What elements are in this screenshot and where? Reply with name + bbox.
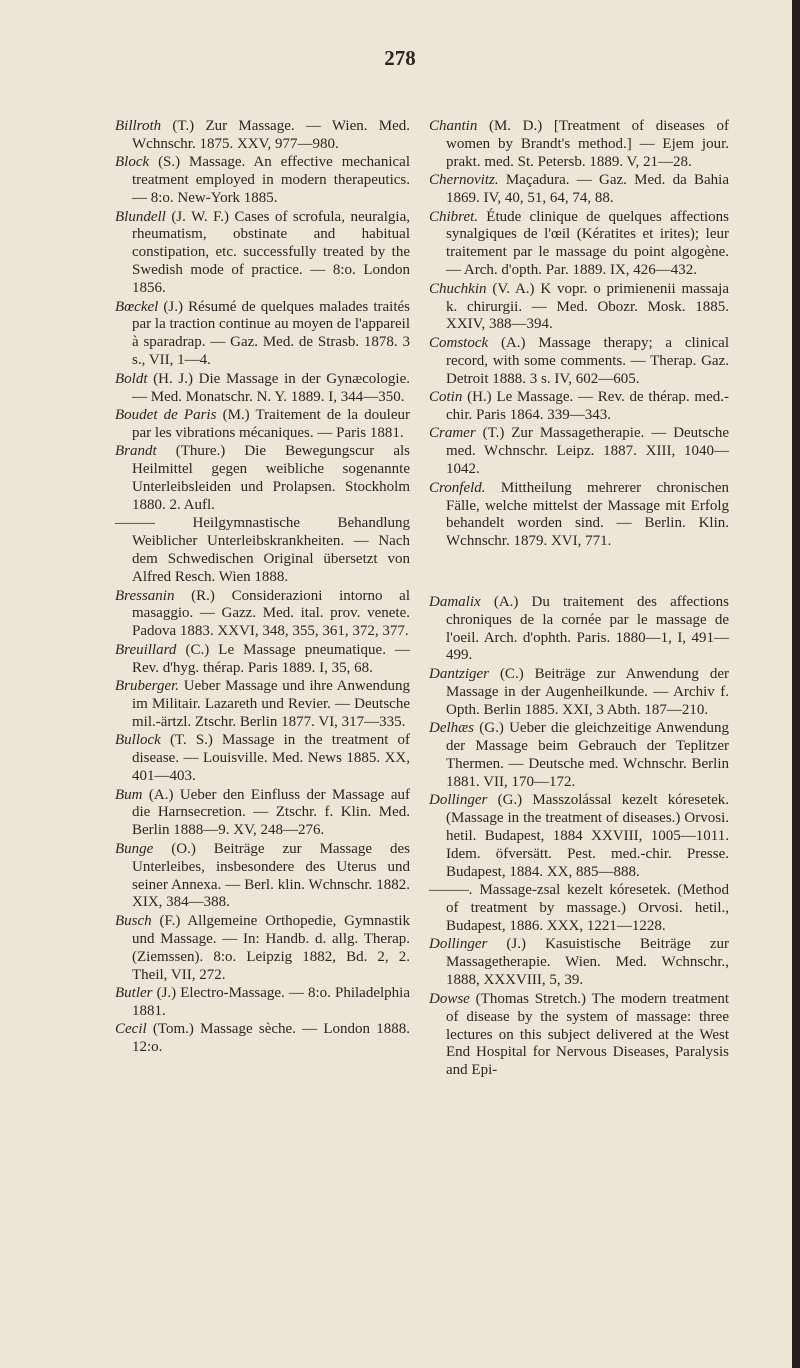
entry-text: (R.) Considerazioni intorno al masaggio. — Gazz. Med. ital. prov. venete. Padova 1883. XXVI, 348, 355, 361, 372, 377. — [132, 587, 411, 640]
entry-author: Cronfeld. — [429, 479, 486, 496]
page-number: 278 — [384, 46, 416, 70]
left-column — [115, 118, 410, 1058]
bibliography-entry — [115, 841, 410, 913]
entry-author: Cecil — [115, 1021, 147, 1038]
entry-author: Dollinger — [429, 936, 488, 953]
bibliography-entry — [429, 936, 729, 990]
bibliography-entry — [115, 515, 410, 587]
book-spine-edge — [792, 0, 800, 1368]
entry-text: (Tom.) Massage sèche. — London 1888. 12:o. — [132, 1021, 411, 1056]
entry-text: (H.) Le Massage. — Rev. de thérap. med.-chir. Paris 1864. 339—343. — [446, 389, 729, 423]
bibliography-entry — [115, 642, 410, 678]
entry-author: Block — [115, 154, 150, 171]
entry-text: (F.) Allgemeine Orthopedie, Gymnastik und Massage. — In: Handb. d. allg. Therap. (Ziemssen). 8:o. Leipzig 1882, Bd. 2, 2. Theil, VII, 272. — [132, 912, 410, 983]
entry-text: (M.) Traitement de la douleur par les vibrations mécaniques. — Paris 1881. — [132, 407, 411, 441]
entry-author: Billroth — [115, 118, 162, 134]
entry-text: (J.) Electro-Massage. — 8:o. Philadelphia 1881. — [132, 985, 410, 1019]
bibliography-entry — [115, 299, 410, 371]
bibliography-entry — [429, 882, 729, 936]
entry-author: Chuchkin — [429, 280, 487, 297]
entry-text: (J. W. F.) Cases of scrofula, neuralgia, rheumatism, obstinate and habitual constipation, etc. successfully treated by the Swedish mode of practice. — 8:o. London 1856. — [132, 208, 410, 297]
entry-text: (T.) Zur Massagetherapie. — Deutsche med. Wchnschr. Leipz. 1887. XIII, 1040—1042. — [446, 425, 729, 478]
bibliography-entry — [429, 172, 729, 208]
entry-author: Bullock — [115, 732, 161, 749]
bibliography-entry — [115, 118, 410, 154]
entry-author: Bruberger. — [115, 678, 180, 695]
entry-text: (M. D.) [Treatment of diseases of women by Brandt's method.] — Ejem jour. prakt. med. St. Petersb. 1889. V, 21—28. — [446, 118, 729, 170]
entry-text: (T. S.) Massage in the treatment of disease. — Louisville. Med. News 1885. XX, 401—403. — [132, 732, 411, 785]
right-column-top-block — [429, 118, 729, 551]
entry-author: Busch — [115, 912, 152, 929]
entry-author: Dollinger — [429, 792, 488, 809]
entry-text: (Thure.) Die Bewegungscur als Heilmittel gegen weibliche sogenannte Unterleibsleiden und Prolapsen. Stockholm 1880. 2. Aufl. — [132, 443, 410, 514]
entry-author: Dantziger — [429, 665, 489, 682]
entry-text: Étude clinique de quelques affections synalgiques de l'œil (Kératites et irites); leur traitement par le massage du point algogène. — Arch. d'opth. Par. 1889. IX, 426—432. — [446, 208, 729, 279]
bibliography-entry — [115, 588, 410, 642]
bibliography-entry — [429, 389, 729, 425]
entry-text: (H. J.) Die Massage in der Gynæcologie. — Med. Monatschr. N. Y. 1889. I, 344—350. — [132, 370, 410, 405]
entry-text: (A.) Ueber den Einfluss der Massage auf die Harnsecretion. — Ztschr. f. Klin. Med. Berlin 1888—9. XV, 248—276. — [132, 786, 410, 839]
bibliography-entry — [429, 991, 729, 1081]
bibliography-entry — [115, 1021, 410, 1057]
entry-author: Bressanin — [115, 587, 175, 604]
bibliography-entry — [429, 480, 729, 552]
entry-text: (J.) Résumé de quelques malades traités par la traction continue au moyen de l'appareil à sparadrap. — Gaz. Med. de Strasb. 1878. 3 s., VII, 1—4. — [132, 298, 411, 369]
entry-text: (Thomas Stretch.) The modern treatment of disease by the system of massage: three lectures on this subject delivered at the West End Hospital for Nervous Diseases, Paralysis and Epi- — [446, 990, 730, 1079]
entry-text: (A.) Massage therapy; a clinical record, with some comments. — Therap. Gaz. Detroit 1888. 3 s. IV, 602—605. — [446, 334, 729, 387]
entry-author: Breuillard — [115, 641, 177, 658]
entry-author: Bunge — [115, 840, 154, 857]
entry-text: (A.) Du traitement des affections chroniques de la cornée par le massage de l'oeil. Arch. d'ophth. Paris. 1880—1, I, 491—499. — [446, 593, 729, 664]
entry-author: Boudet de Paris — [115, 407, 217, 423]
entry-text: Ueber Massage und ihre Anwendung im Militair. Lazareth und Revier. — Deutsche mil.-ärtzl. Ztschr. Berlin 1877. VI, 317—335. — [132, 678, 410, 730]
bibliography-entry — [429, 281, 729, 335]
right-column — [429, 118, 729, 1081]
entry-author: Dowse — [429, 990, 470, 1007]
bibliography-entry — [429, 335, 729, 389]
entry-author: Brandt — [115, 443, 157, 460]
bibliography-entry — [115, 985, 410, 1021]
entry-text: (T.) Zur Massage. — Wien. Med. Wchnschr. 1875. XXV, 977—980. — [132, 118, 410, 152]
entry-text: (C.) Le Massage pneumatique. — Rev. d'hyg. thérap. Paris 1889. I, 35, 68. — [132, 641, 411, 676]
entry-text: (G.) Masszolással kezelt kóresetek. (Massage in the treatment of diseases.) Orvosi. hetil. Budapest, 1884 XXVIII, 1005—1011. Idem. öfversätt. Pest. med.-chir. Presse. Budapest, 1884. XX, 885—888. — [446, 792, 730, 880]
entry-text: Mittheilung mehrerer chronischen Fälle, welche mittelst der Massage mit Erfolg behandelt worden sind. — Berlin. Klin. Wchnschr. 1879. XVI, 771. — [446, 479, 729, 550]
bibliography-entry — [115, 732, 410, 786]
bibliography-entry — [429, 209, 729, 281]
bibliography-entry — [429, 720, 729, 792]
entry-author: Bum — [115, 786, 143, 803]
entry-author: Bœckel — [115, 298, 159, 315]
entry-author: Comstock — [429, 334, 489, 351]
entry-author: Cotin — [429, 389, 463, 406]
bibliography-entry — [429, 118, 729, 172]
bibliography-entry — [429, 594, 729, 666]
section-gap — [429, 552, 729, 594]
bibliography-entry — [115, 209, 410, 299]
entry-author: Delhæs — [429, 720, 474, 737]
bibliography-entry — [115, 913, 410, 985]
bibliography-entry — [115, 787, 410, 841]
entry-author: Boldt — [115, 370, 148, 387]
entry-text: (S.) Massage. An effective mechanical treatment employed in modern therapeutics. — 8:o. New-York 1885. — [132, 154, 410, 207]
entry-author: Cramer — [429, 425, 476, 442]
entry-text: Maçadura. — Gaz. Med. da Bahia 1869. IV, 40, 51, 64, 74, 88. — [446, 172, 729, 207]
entry-text: (C.) Beiträge zur Anwendung der Massage in der Augenheilkunde. — Archiv f. Opth. Berlin 1885. XXI, 3 Abth. 187—210. — [446, 665, 730, 718]
entry-text: (O.) Beiträge zur Massage des Unterleibes, insbesondere des Uterus und seiner Annexa. — Berl. klin. Wchnschr. 1882. XIX, 384—388. — [132, 840, 411, 911]
entry-text: Heilgymnastische Behandlung Weiblicher Unterleibskrankheiten. — Nach dem Schwedischen Original übersetzt von Alfred Resch. Wien 1888. — [132, 515, 411, 586]
bibliography-entry — [115, 443, 410, 515]
entry-author: Chibret. — [429, 208, 479, 225]
entry-author: Blundell — [115, 208, 166, 225]
entry-author: Damalix — [429, 593, 481, 610]
bibliography-entry — [429, 792, 729, 882]
bibliography-entry — [115, 407, 410, 443]
entry-text: (V. A.) K vopr. o primienenii massaja k. chirurgii. — Med. Obozr. Mosk. 1885. XXIV, 388—394. — [446, 280, 730, 333]
entry-text: (J.) Kasuistische Beiträge zur Massagetherapie. Wien. Med. Wchnschr., 1888, XXXVIII, 5, 39. — [446, 936, 730, 989]
entry-text: Massage-zsal kezelt kóresetek. (Method of treatment by massage.) Orvosi. hetil., Budapest, 1886. XXX, 1221—1228. — [446, 882, 729, 935]
entry-author: Butler — [115, 985, 153, 1001]
entry-author: Chantin — [429, 118, 478, 134]
right-column-bottom-block — [429, 594, 729, 1080]
bibliography-entry — [115, 371, 410, 407]
bibliography-entry — [115, 678, 410, 732]
bibliography-entry — [429, 666, 729, 720]
entry-author: Chernovitz. — [429, 172, 499, 189]
bibliography-entry — [115, 154, 410, 208]
entry-text: (G.) Ueber die gleichzeitige Anwendung der Massage beim Gebrauch der Teplitzer Thermen. — Deutsche med. Wchnschr. Berlin 1881. VII, 170—172. — [446, 720, 729, 790]
bibliography-entry — [429, 425, 729, 479]
entry-author: ——— — [115, 515, 156, 532]
entry-author: ———. — [429, 882, 473, 899]
